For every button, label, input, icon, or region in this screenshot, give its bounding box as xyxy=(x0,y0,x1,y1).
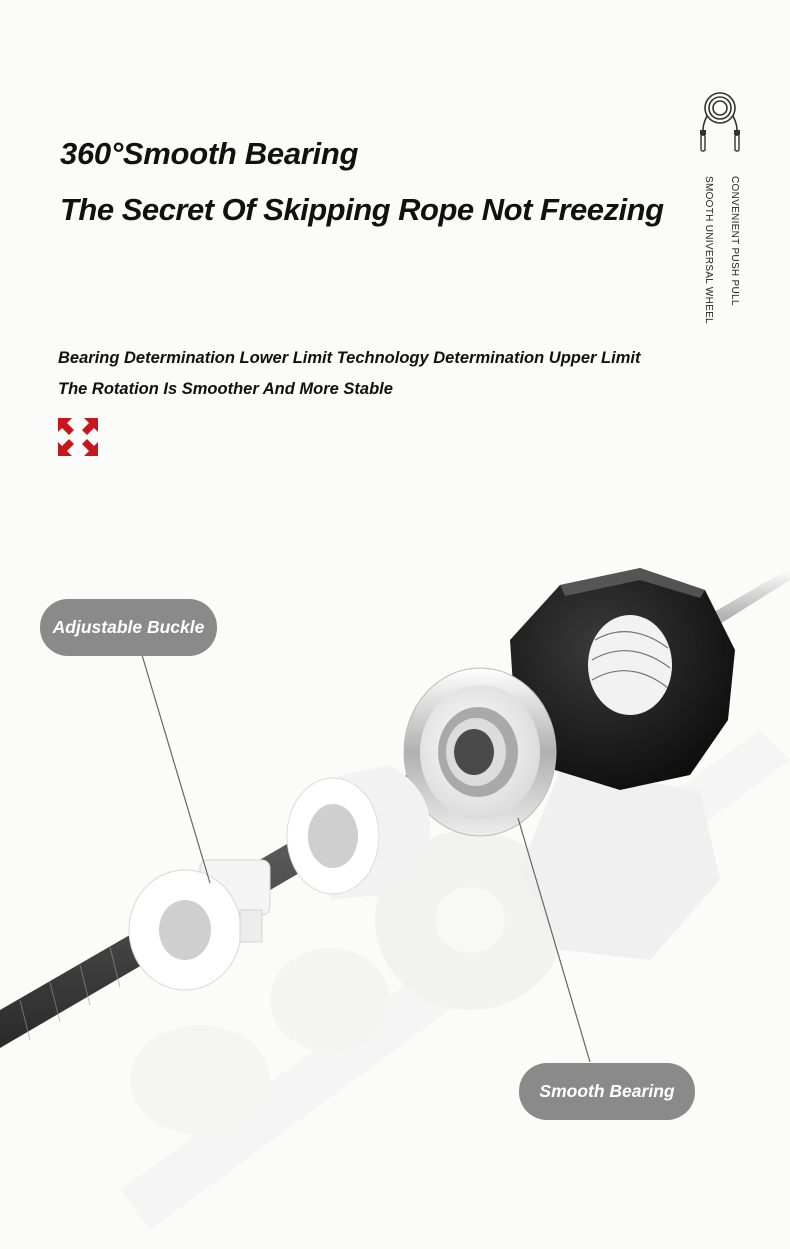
side-text-2: SMOOTH UNIVERSAL WHEEL xyxy=(703,176,714,324)
subheading-line-2: The Rotation Is Smoother And More Stable xyxy=(58,380,393,398)
heading-line-1: 360°Smooth Bearing xyxy=(60,136,359,171)
subheading-line-1: Bearing Determination Lower Limit Technology Determination Upper Limit xyxy=(58,349,641,367)
heading-line-2: The Secret Of Skipping Rope Not Freezing xyxy=(60,192,664,227)
expand-arrows-icon xyxy=(56,416,100,458)
side-text-1: CONVENIENT PUSH PULL xyxy=(729,176,740,306)
adjustable-buckle-label: Adjustable Buckle xyxy=(40,599,217,656)
smooth-bearing-label: Smooth Bearing xyxy=(519,1063,695,1120)
jump-rope-icon xyxy=(694,90,746,156)
